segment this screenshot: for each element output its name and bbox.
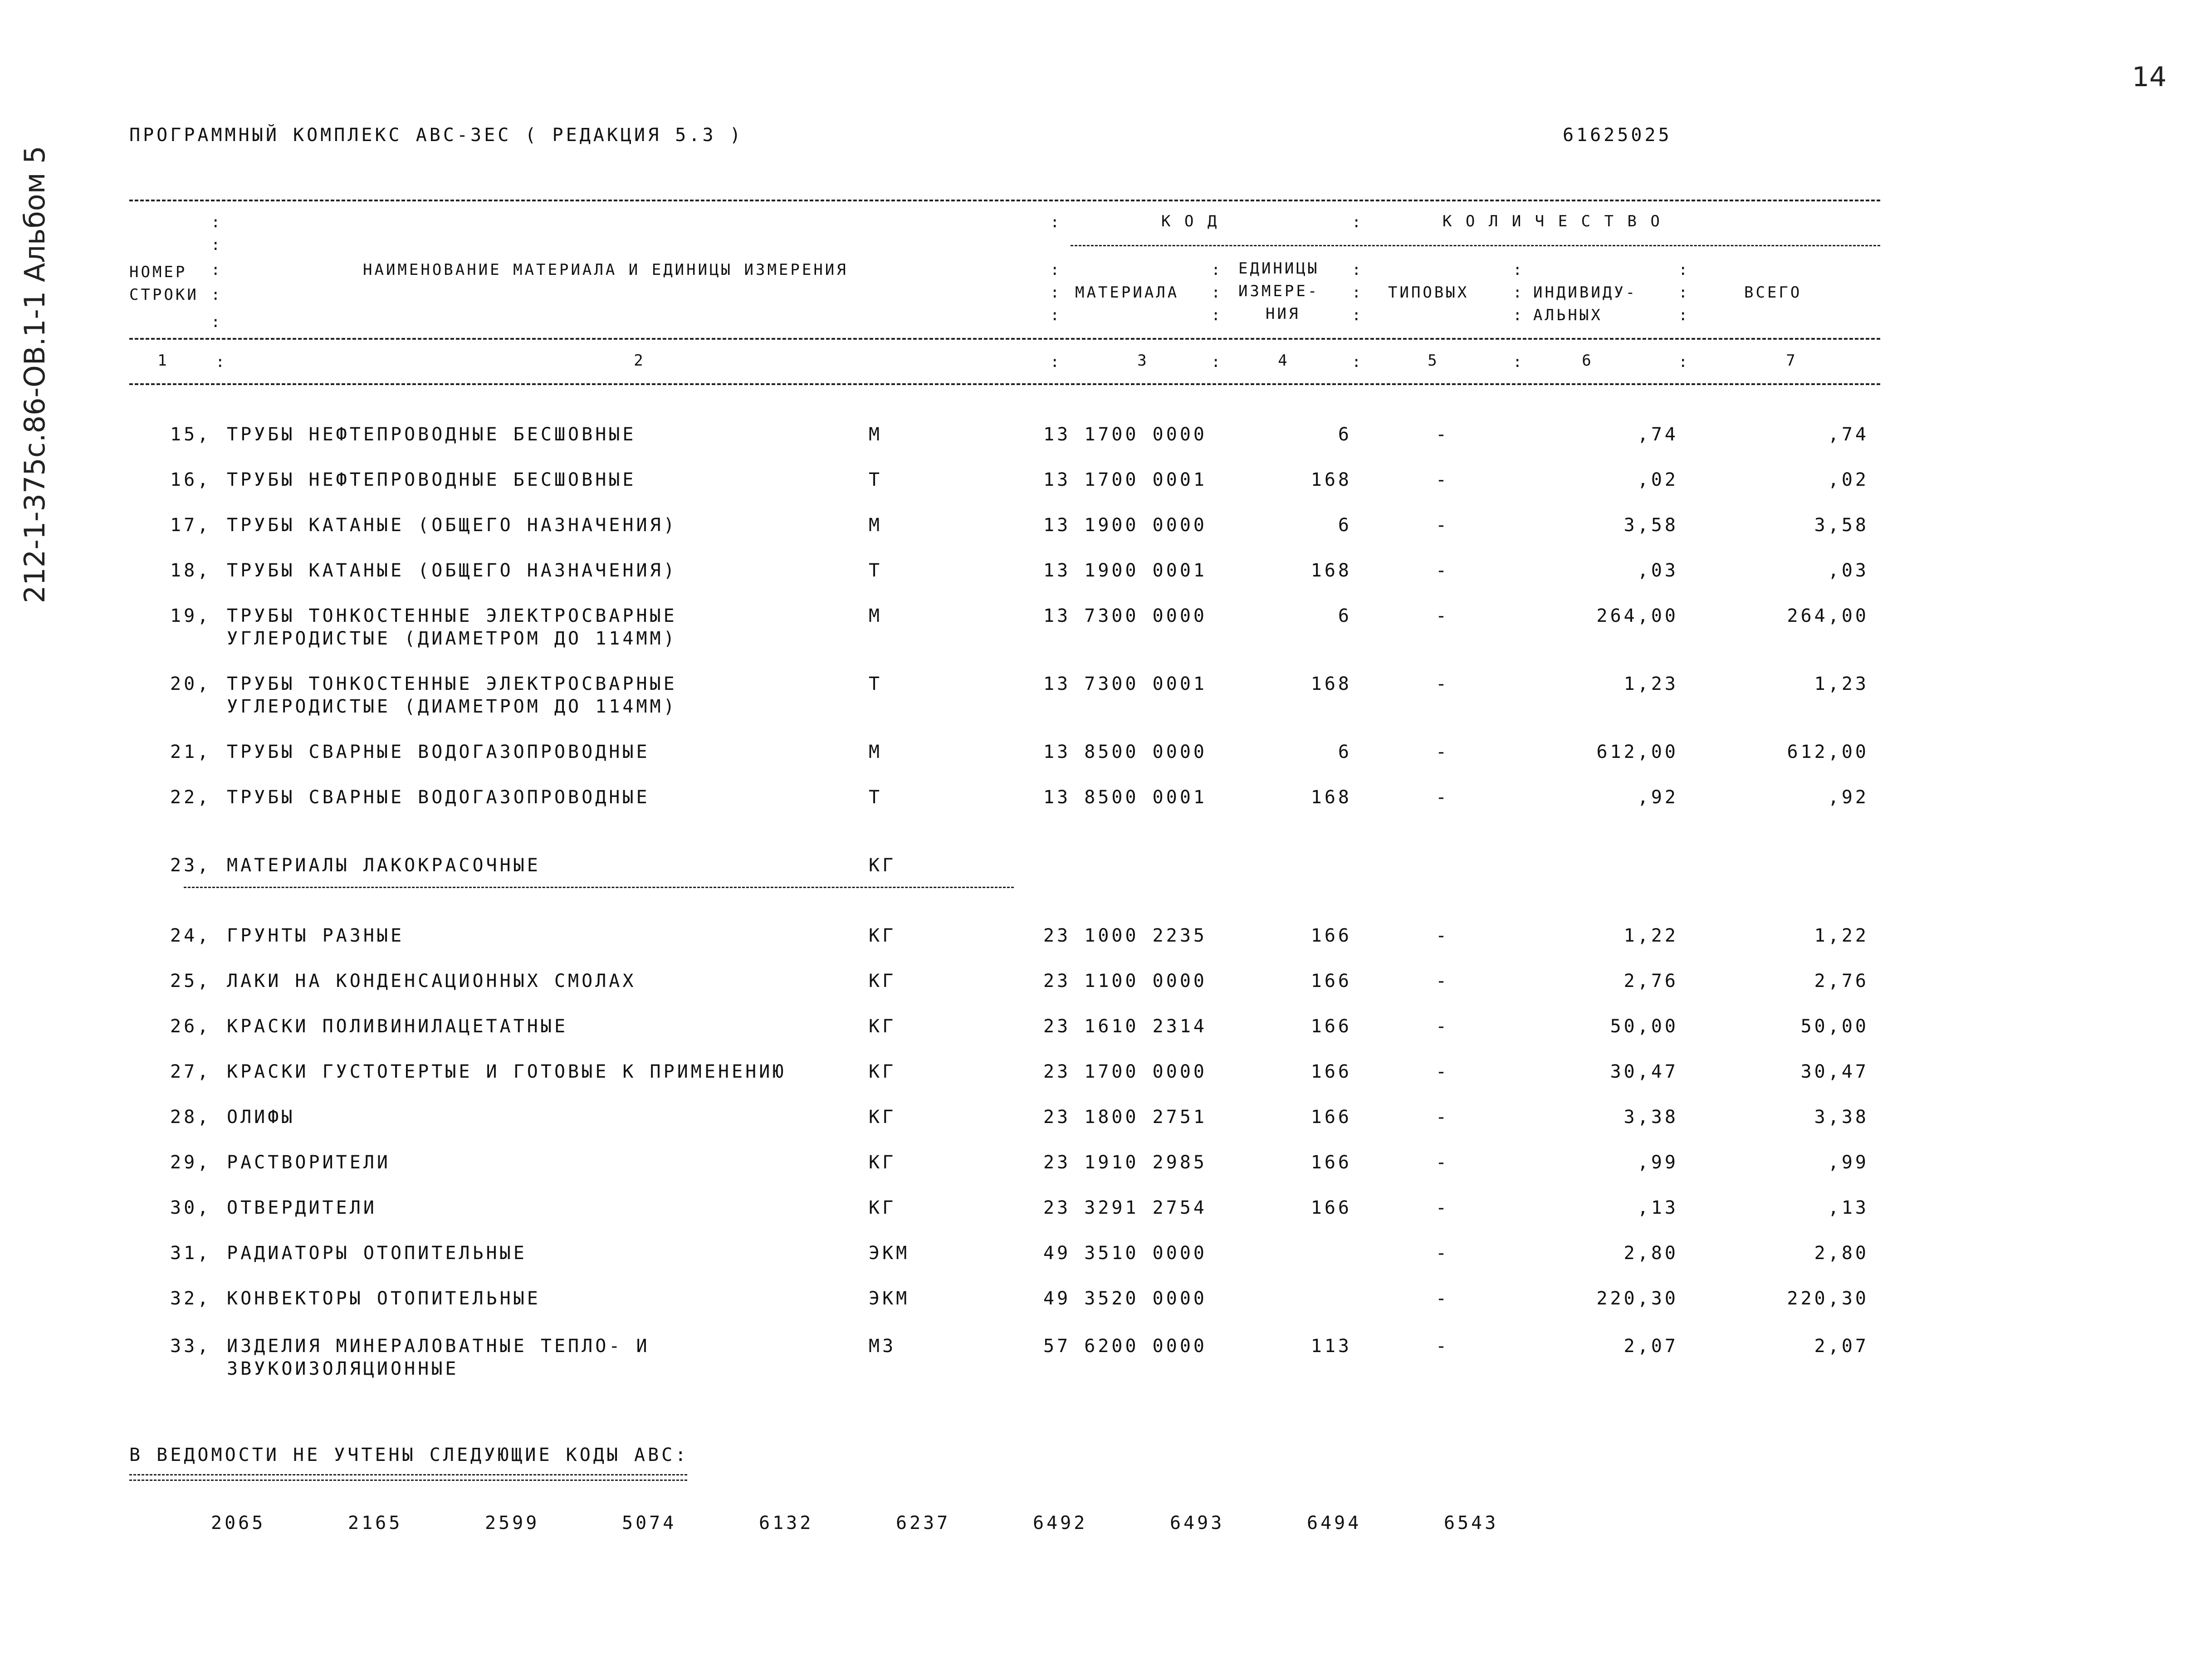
- row-unit: КГ: [869, 1197, 896, 1218]
- excluded-code: 2165: [348, 1513, 403, 1533]
- row-unit-code: 6: [1338, 424, 1352, 445]
- row-unit: Т: [869, 787, 883, 808]
- col-separator: :: [1352, 213, 1361, 231]
- row-total: 264,00: [1787, 606, 1869, 626]
- col-separator: :: [211, 213, 220, 231]
- row-total: ,99: [1828, 1152, 1869, 1173]
- rule: [129, 383, 1880, 385]
- excluded-code: 6493: [1170, 1513, 1225, 1533]
- col-separator: :: [1211, 353, 1221, 371]
- row-material-code: 13 1700 0000: [1043, 424, 1207, 445]
- row-individual: ,99: [1637, 1152, 1678, 1173]
- row-unit: ЭКМ: [869, 1243, 910, 1264]
- row-typical: -: [1435, 1061, 1450, 1082]
- row-total: 220,30: [1787, 1288, 1869, 1309]
- col-separator: :: [211, 313, 220, 331]
- row-material-code: 23 1700 0000: [1043, 1061, 1207, 1082]
- section-underline: [184, 887, 1014, 888]
- col-separator: :: [1678, 283, 1688, 302]
- header-unit-2: ИЗМЕРЕ-: [1238, 282, 1320, 300]
- rule: [129, 338, 1880, 340]
- row-typical: -: [1435, 1336, 1450, 1357]
- row-unit: Т: [869, 469, 883, 490]
- row-total: ,02: [1828, 469, 1869, 490]
- row-individual: 30,47: [1610, 1061, 1678, 1082]
- footer-note: В ВЕДОМОСТИ НЕ УЧТЕНЫ СЛЕДУЮЩИЕ КОДЫ АВС:: [129, 1445, 689, 1465]
- row-individual: 50,00: [1610, 1016, 1678, 1037]
- col-separator: :: [211, 286, 220, 304]
- row-material-code: 23 1910 2985: [1043, 1152, 1207, 1173]
- row-unit-code: 166: [1310, 1197, 1352, 1218]
- row-typical: -: [1435, 1288, 1450, 1309]
- col-separator: :: [1211, 283, 1221, 302]
- row-unit-code: 168: [1310, 674, 1352, 694]
- col-number: 7: [1786, 352, 1798, 370]
- row-individual: 264,00: [1596, 606, 1678, 626]
- row-name: ТРУБЫ СВАРНЫЕ ВОДОГАЗОПРОВОДНЫЕ: [227, 787, 650, 808]
- row-name: ТРУБЫ ТОНКОСТЕННЫЕ ЭЛЕКТРОСВАРНЫЕ: [227, 606, 677, 626]
- row-name-cont: ЗВУКОИЗОЛЯЦИОННЫЕ: [227, 1358, 459, 1379]
- row-typical: -: [1435, 1197, 1450, 1218]
- row-typical: -: [1435, 515, 1450, 536]
- excluded-code: 6543: [1444, 1513, 1499, 1533]
- row-name: КОНВЕКТОРЫ ОТОПИТЕЛЬНЫЕ: [227, 1288, 541, 1309]
- row-material-code: 13 7300 0000: [1043, 606, 1207, 626]
- header-individual-1: ИНДИВИДУ-: [1533, 283, 1638, 302]
- footer-underline: [129, 1480, 687, 1481]
- col-separator: :: [1513, 283, 1522, 302]
- row-unit: М: [869, 742, 883, 762]
- header-kod: К О Д: [1161, 212, 1219, 230]
- col-separator: :: [1050, 353, 1060, 371]
- row-number: 18,: [170, 560, 211, 581]
- col-separator: :: [1211, 261, 1221, 279]
- row-number: 17,: [170, 515, 211, 536]
- row-individual: 1,22: [1623, 925, 1678, 946]
- row-unit: М: [869, 424, 883, 445]
- footer-underline: [129, 1474, 687, 1475]
- row-number: 16,: [170, 469, 211, 490]
- row-material-code: 13 8500 0000: [1043, 742, 1207, 762]
- row-individual: 3,38: [1623, 1107, 1678, 1128]
- row-name-cont: УГЛЕРОДИСТЫЕ (ДИАМЕТРОМ ДО 114ММ): [227, 696, 677, 717]
- row-total: 2,80: [1814, 1243, 1869, 1264]
- row-individual: ,74: [1637, 424, 1678, 445]
- row-individual: 3,58: [1623, 515, 1678, 536]
- rule: [1071, 245, 1880, 246]
- row-total: ,92: [1828, 787, 1869, 808]
- row-material-code: 49 3520 0000: [1043, 1288, 1207, 1309]
- row-total: ,03: [1828, 560, 1869, 581]
- row-typical: -: [1435, 1152, 1450, 1173]
- row-typical: -: [1435, 469, 1450, 490]
- row-individual: 612,00: [1596, 742, 1678, 762]
- col-separator: :: [211, 236, 220, 254]
- row-total: 3,38: [1814, 1107, 1869, 1128]
- row-unit-code: 166: [1310, 1016, 1352, 1037]
- row-number: 19,: [170, 606, 211, 626]
- col-separator: :: [1050, 306, 1060, 324]
- header-name: НАИМЕНОВАНИЕ МАТЕРИАЛА И ЕДИНИЦЫ ИЗМЕРЕНИЯ: [363, 261, 848, 279]
- row-unit: Т: [869, 560, 883, 581]
- row-name: ОЛИФЫ: [227, 1107, 295, 1128]
- row-material-code: 13 1900 0001: [1043, 560, 1207, 581]
- side-document-label: 212-1-375с.86-ОВ.1-1 Альбом 5: [18, 146, 51, 603]
- row-number: 26,: [170, 1016, 211, 1037]
- col-separator: :: [1678, 261, 1688, 279]
- row-number: 31,: [170, 1243, 211, 1264]
- row-individual: ,02: [1637, 469, 1678, 490]
- row-typical: -: [1435, 560, 1450, 581]
- row-total: 612,00: [1787, 742, 1869, 762]
- row-unit: М3: [869, 1336, 896, 1357]
- section-unit: КГ: [869, 855, 896, 876]
- row-unit-code: 166: [1310, 1152, 1352, 1173]
- excluded-code: 2065: [211, 1513, 266, 1533]
- row-unit-code: 166: [1310, 971, 1352, 991]
- row-typical: -: [1435, 1016, 1450, 1037]
- row-typical: -: [1435, 1107, 1450, 1128]
- row-number: 24,: [170, 925, 211, 946]
- col-separator: :: [211, 261, 220, 279]
- col-separator: :: [1513, 261, 1522, 279]
- header-quantity: К О Л И Ч Е С Т В О: [1442, 212, 1662, 230]
- row-name: РАДИАТОРЫ ОТОПИТЕЛЬНЫЕ: [227, 1243, 527, 1264]
- section-title: МАТЕРИАЛЫ ЛАКОКРАСОЧНЫЕ: [227, 855, 541, 876]
- program-title: ПРОГРАММНЫЙ КОМПЛЕКС АВС-3ЕС ( РЕДАКЦИЯ 5.3 ): [129, 125, 743, 146]
- row-name: ОТВЕРДИТЕЛИ: [227, 1197, 377, 1218]
- header-total: ВСЕГО: [1744, 283, 1802, 302]
- row-material-code: 13 1700 0001: [1043, 469, 1207, 490]
- row-material-code: 57 6200 0000: [1043, 1336, 1207, 1357]
- col-separator: :: [215, 353, 225, 371]
- col-separator: :: [1513, 306, 1522, 324]
- row-individual: 1,23: [1623, 674, 1678, 694]
- row-number: 20,: [170, 674, 211, 694]
- row-material-code: 23 1000 2235: [1043, 925, 1207, 946]
- row-typical: -: [1435, 742, 1450, 762]
- row-material-code: 23 1610 2314: [1043, 1016, 1207, 1037]
- excluded-code: 6494: [1307, 1513, 1362, 1533]
- row-number: 22,: [170, 787, 211, 808]
- header-row-number-1: НОМЕР: [129, 263, 187, 281]
- excluded-code: 6492: [1033, 1513, 1088, 1533]
- row-unit: КГ: [869, 1016, 896, 1037]
- col-number: 2: [634, 352, 645, 370]
- row-name: ТРУБЫ НЕФТЕПРОВОДНЫЕ БЕСШОВНЫЕ: [227, 469, 636, 490]
- col-separator: :: [1352, 306, 1361, 324]
- row-material-code: 23 1800 2751: [1043, 1107, 1207, 1128]
- row-name: КРАСКИ ПОЛИВИНИЛАЦЕТАТНЫЕ: [227, 1016, 568, 1037]
- col-separator: :: [1352, 353, 1361, 371]
- row-name: РАСТВОРИТЕЛИ: [227, 1152, 391, 1173]
- document-code: 61625025: [1563, 125, 1672, 146]
- row-total: 30,47: [1800, 1061, 1869, 1082]
- row-individual: 220,30: [1596, 1288, 1678, 1309]
- col-separator: :: [1352, 283, 1361, 302]
- header-unit-3: НИЯ: [1266, 305, 1301, 323]
- row-unit: Т: [869, 674, 883, 694]
- row-typical: -: [1435, 971, 1450, 991]
- col-number: 6: [1582, 352, 1594, 370]
- row-unit: М: [869, 515, 883, 536]
- col-number: 3: [1137, 352, 1149, 370]
- row-total: 1,22: [1814, 925, 1869, 946]
- row-name: ТРУБЫ НЕФТЕПРОВОДНЫЕ БЕСШОВНЫЕ: [227, 424, 636, 445]
- row-unit-code: 6: [1338, 606, 1352, 626]
- row-name-cont: УГЛЕРОДИСТЫЕ (ДИАМЕТРОМ ДО 114ММ): [227, 628, 677, 649]
- col-separator: :: [1352, 261, 1361, 279]
- row-total: 50,00: [1800, 1016, 1869, 1037]
- row-total: 2,76: [1814, 971, 1869, 991]
- row-unit-code: 168: [1310, 560, 1352, 581]
- header-unit-1: ЕДИНИЦЫ: [1238, 259, 1320, 278]
- row-number: 15,: [170, 424, 211, 445]
- header-material: МАТЕРИАЛА: [1075, 283, 1179, 302]
- row-number: 21,: [170, 742, 211, 762]
- row-total: ,13: [1828, 1197, 1869, 1218]
- row-number: 27,: [170, 1061, 211, 1082]
- excluded-code: 6132: [759, 1513, 814, 1533]
- row-individual: 2,80: [1623, 1243, 1678, 1264]
- row-unit-code: 6: [1338, 515, 1352, 536]
- col-separator: :: [1211, 306, 1221, 324]
- row-unit: КГ: [869, 925, 896, 946]
- row-typical: -: [1435, 787, 1450, 808]
- row-unit-code: 113: [1310, 1336, 1352, 1357]
- row-name: ЛАКИ НА КОНДЕНСАЦИОННЫХ СМОЛАХ: [227, 971, 636, 991]
- row-individual: ,92: [1637, 787, 1678, 808]
- row-unit: КГ: [869, 1061, 896, 1082]
- row-number: 25,: [170, 971, 211, 991]
- row-total: ,74: [1828, 424, 1869, 445]
- row-unit: КГ: [869, 1107, 896, 1128]
- row-individual: 2,76: [1623, 971, 1678, 991]
- row-number: 32,: [170, 1288, 211, 1309]
- row-material-code: 13 1900 0000: [1043, 515, 1207, 536]
- excluded-code: 6237: [896, 1513, 951, 1533]
- row-name: КРАСКИ ГУСТОТЕРТЫЕ И ГОТОВЫЕ К ПРИМЕНЕНИЮ: [227, 1061, 787, 1082]
- col-separator: :: [1513, 353, 1522, 371]
- row-unit-code: 166: [1310, 1061, 1352, 1082]
- row-name: ГРУНТЫ РАЗНЫЕ: [227, 925, 405, 946]
- row-total: 3,58: [1814, 515, 1869, 536]
- col-number: 1: [157, 352, 169, 370]
- header-row-number-2: СТРОКИ: [129, 286, 199, 304]
- row-unit-code: 166: [1310, 1107, 1352, 1128]
- row-typical: -: [1435, 606, 1450, 626]
- row-material-code: 13 8500 0001: [1043, 787, 1207, 808]
- row-unit: КГ: [869, 971, 896, 991]
- row-unit-code: 168: [1310, 787, 1352, 808]
- col-separator: :: [1678, 353, 1688, 371]
- row-unit-code: 168: [1310, 469, 1352, 490]
- row-unit: КГ: [869, 1152, 896, 1173]
- row-number: 30,: [170, 1197, 211, 1218]
- row-name: ТРУБЫ КАТАНЫЕ (ОБЩЕГО НАЗНАЧЕНИЯ): [227, 560, 677, 581]
- row-name: ТРУБЫ КАТАНЫЕ (ОБЩЕГО НАЗНАЧЕНИЯ): [227, 515, 677, 536]
- excluded-code: 2599: [485, 1513, 540, 1533]
- row-unit: ЭКМ: [869, 1288, 910, 1309]
- page-number: 14: [2132, 61, 2167, 93]
- row-material-code: 13 7300 0001: [1043, 674, 1207, 694]
- col-separator: :: [1678, 306, 1688, 324]
- row-material-code: 23 3291 2754: [1043, 1197, 1207, 1218]
- rule: [129, 200, 1880, 201]
- row-material-code: 49 3510 0000: [1043, 1243, 1207, 1264]
- row-individual: ,03: [1637, 560, 1678, 581]
- row-material-code: 23 1100 0000: [1043, 971, 1207, 991]
- row-total: 1,23: [1814, 674, 1869, 694]
- row-typical: -: [1435, 424, 1450, 445]
- row-typical: -: [1435, 1243, 1450, 1264]
- row-name: ИЗДЕЛИЯ МИНЕРАЛОВАТНЫЕ ТЕПЛО- И: [227, 1336, 650, 1357]
- row-number: 29,: [170, 1152, 211, 1173]
- row-individual: ,13: [1637, 1197, 1678, 1218]
- col-number: 5: [1428, 352, 1439, 370]
- row-typical: -: [1435, 674, 1450, 694]
- row-number: 28,: [170, 1107, 211, 1128]
- header-typical: ТИПОВЫХ: [1388, 283, 1469, 302]
- row-unit-code: 166: [1310, 925, 1352, 946]
- header-individual-2: АЛЬНЫХ: [1533, 306, 1603, 324]
- row-number: 33,: [170, 1336, 211, 1357]
- col-separator: :: [1050, 213, 1060, 231]
- row-unit-code: 6: [1338, 742, 1352, 762]
- col-separator: :: [1050, 283, 1060, 302]
- row-total: 2,07: [1814, 1336, 1869, 1357]
- excluded-code: 5074: [622, 1513, 677, 1533]
- row-unit: М: [869, 606, 883, 626]
- col-number: 4: [1278, 352, 1290, 370]
- section-number: 23,: [170, 855, 211, 876]
- row-typical: -: [1435, 925, 1450, 946]
- row-name: ТРУБЫ ТОНКОСТЕННЫЕ ЭЛЕКТРОСВАРНЫЕ: [227, 674, 677, 694]
- row-name: ТРУБЫ СВАРНЫЕ ВОДОГАЗОПРОВОДНЫЕ: [227, 742, 650, 762]
- col-separator: :: [1050, 261, 1060, 279]
- row-individual: 2,07: [1623, 1336, 1678, 1357]
